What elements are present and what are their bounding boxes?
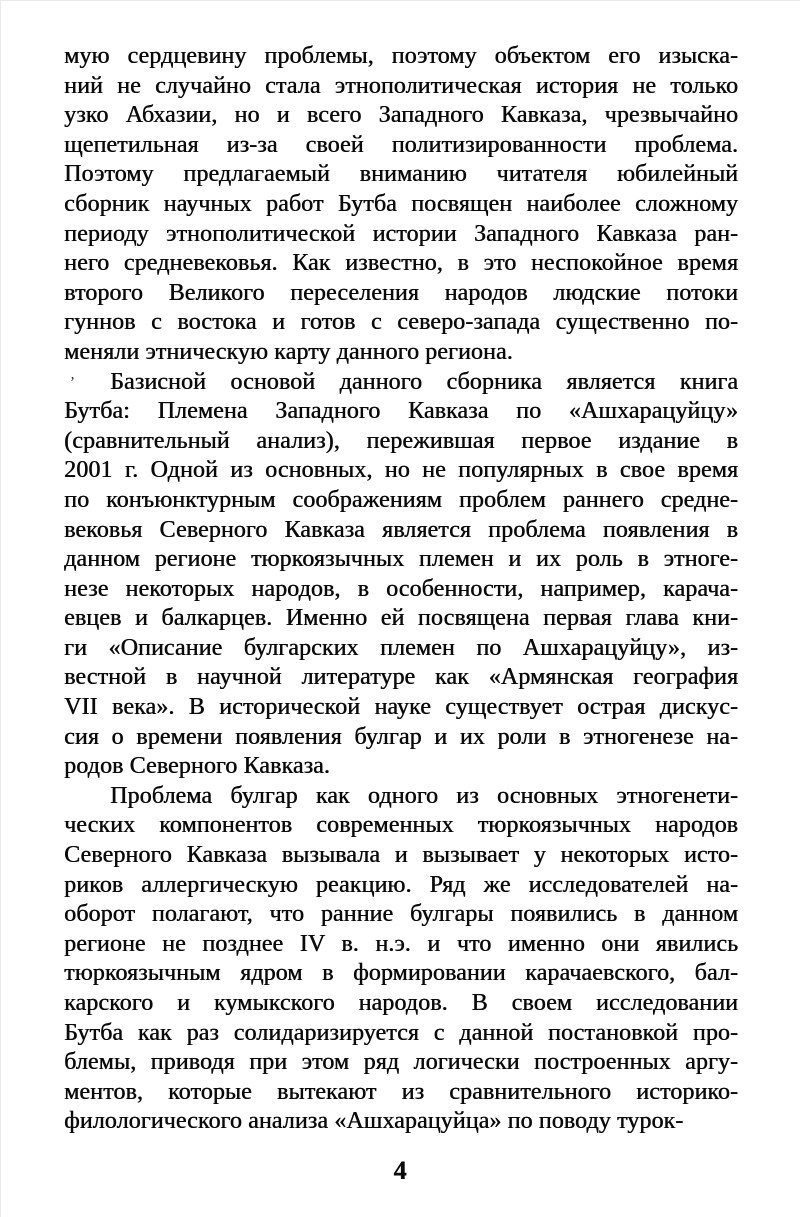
text-line: Северного Кавказа вызывала и вызывает у некоторых исто- (64, 842, 738, 869)
text-line: Бутба: Племена Западного Кавказа по «Ашхарацуйцу» (64, 398, 738, 425)
text-line: данном регионе тюркоязычных племен и их роль в этноге- (64, 546, 738, 573)
text-line: карского и кумыкского народов. В своем исследовании (64, 990, 738, 1016)
text-line: VII века». В исторической науке существует острая дискус- (64, 694, 738, 721)
scan-artifact-comma: ʼ (70, 375, 75, 391)
text-line: филологического анализа «Ашхарацуйца» по поводу турок- (64, 1108, 684, 1135)
text-line: Проблема булгар как одного из основных этногенети- (110, 782, 738, 809)
text-line: евцев и балкарцев. Именно ей посвящена первая глава кни- (64, 605, 738, 632)
paragraph (64, 782, 738, 1137)
text-line: гуннов с востока и готов с северо-запада существенно по- (64, 309, 738, 336)
text-line: периоду этнополитической истории Западного Кавказа ран- (64, 220, 738, 247)
text-line: регионе не позднее IV в. н.э. и что именно они явились (64, 930, 738, 957)
text-line: сборник научных работ Бутба посвящен наиболее сложному (64, 190, 738, 217)
text-line: него средневековья. Как известно, в это неспокойное время (64, 250, 738, 277)
text-line: тюркоязычным ядром в формировании карачаевского, бал- (64, 960, 738, 987)
text-line: вековья Северного Кавказа является проблема появления в (64, 516, 738, 543)
text-line: вестной в научной литературе как «Армянская география (64, 664, 738, 691)
text-line: по конъюнктурным соображениям проблем раннего средне- (64, 486, 738, 513)
text-line: Поэтому предлагаемый вниманию читателя юбилейный (64, 161, 738, 188)
text-line: риков аллергическую реакцию. Ряд же исследователей на- (64, 871, 738, 898)
text-line: второго Великого переселения народов людские потоки (64, 279, 738, 306)
text-line: оборот полагают, что ранние булгары появились в данном (64, 901, 738, 928)
text-line: (сравнительный анализ), пережившая первое издание в (64, 427, 738, 454)
text-line: ческих компонентов современных тюркоязычных народов (64, 812, 738, 839)
page-text (64, 42, 738, 1137)
text-line: Базисной основой данного сборника является книга (110, 368, 738, 395)
text-line: ний не случайно стала этнополитическая история не только (64, 72, 738, 99)
text-line: ментов, которые вытекают из сравнительного историко- (64, 1078, 738, 1105)
text-line: родов Северного Кавказа. (64, 753, 330, 780)
text-line: сия о времени появления булгар и их роли в этногенезе на- (64, 723, 738, 750)
text-line: меняли этническую карту данного региона. (64, 338, 513, 365)
text-line: мую сердцевину проблемы, поэтому объектом его изыска- (64, 43, 738, 69)
text-line: Бутба как раз солидаризируется с данной постановкой про- (64, 1019, 738, 1046)
paragraph (64, 368, 738, 782)
page-number: 4 (393, 1156, 407, 1185)
text-line: 2001 г. Одной из основных, но не популярных в свое время (64, 457, 738, 484)
text-line: ги «Описание булгарских племен по Ашхарацуйцу», из- (64, 634, 738, 661)
text-line: блемы, приводя при этом ряд логически построенных аргу- (64, 1049, 738, 1076)
text-line: щепетильная из-за своей политизированности проблема. (64, 131, 738, 158)
paragraph (64, 42, 738, 368)
text-line: узко Абхазии, но и всего Западного Кавказа, чрезвычайно (64, 102, 738, 129)
text-line: незе некоторых народов, в особенности, например, карача- (64, 575, 738, 602)
